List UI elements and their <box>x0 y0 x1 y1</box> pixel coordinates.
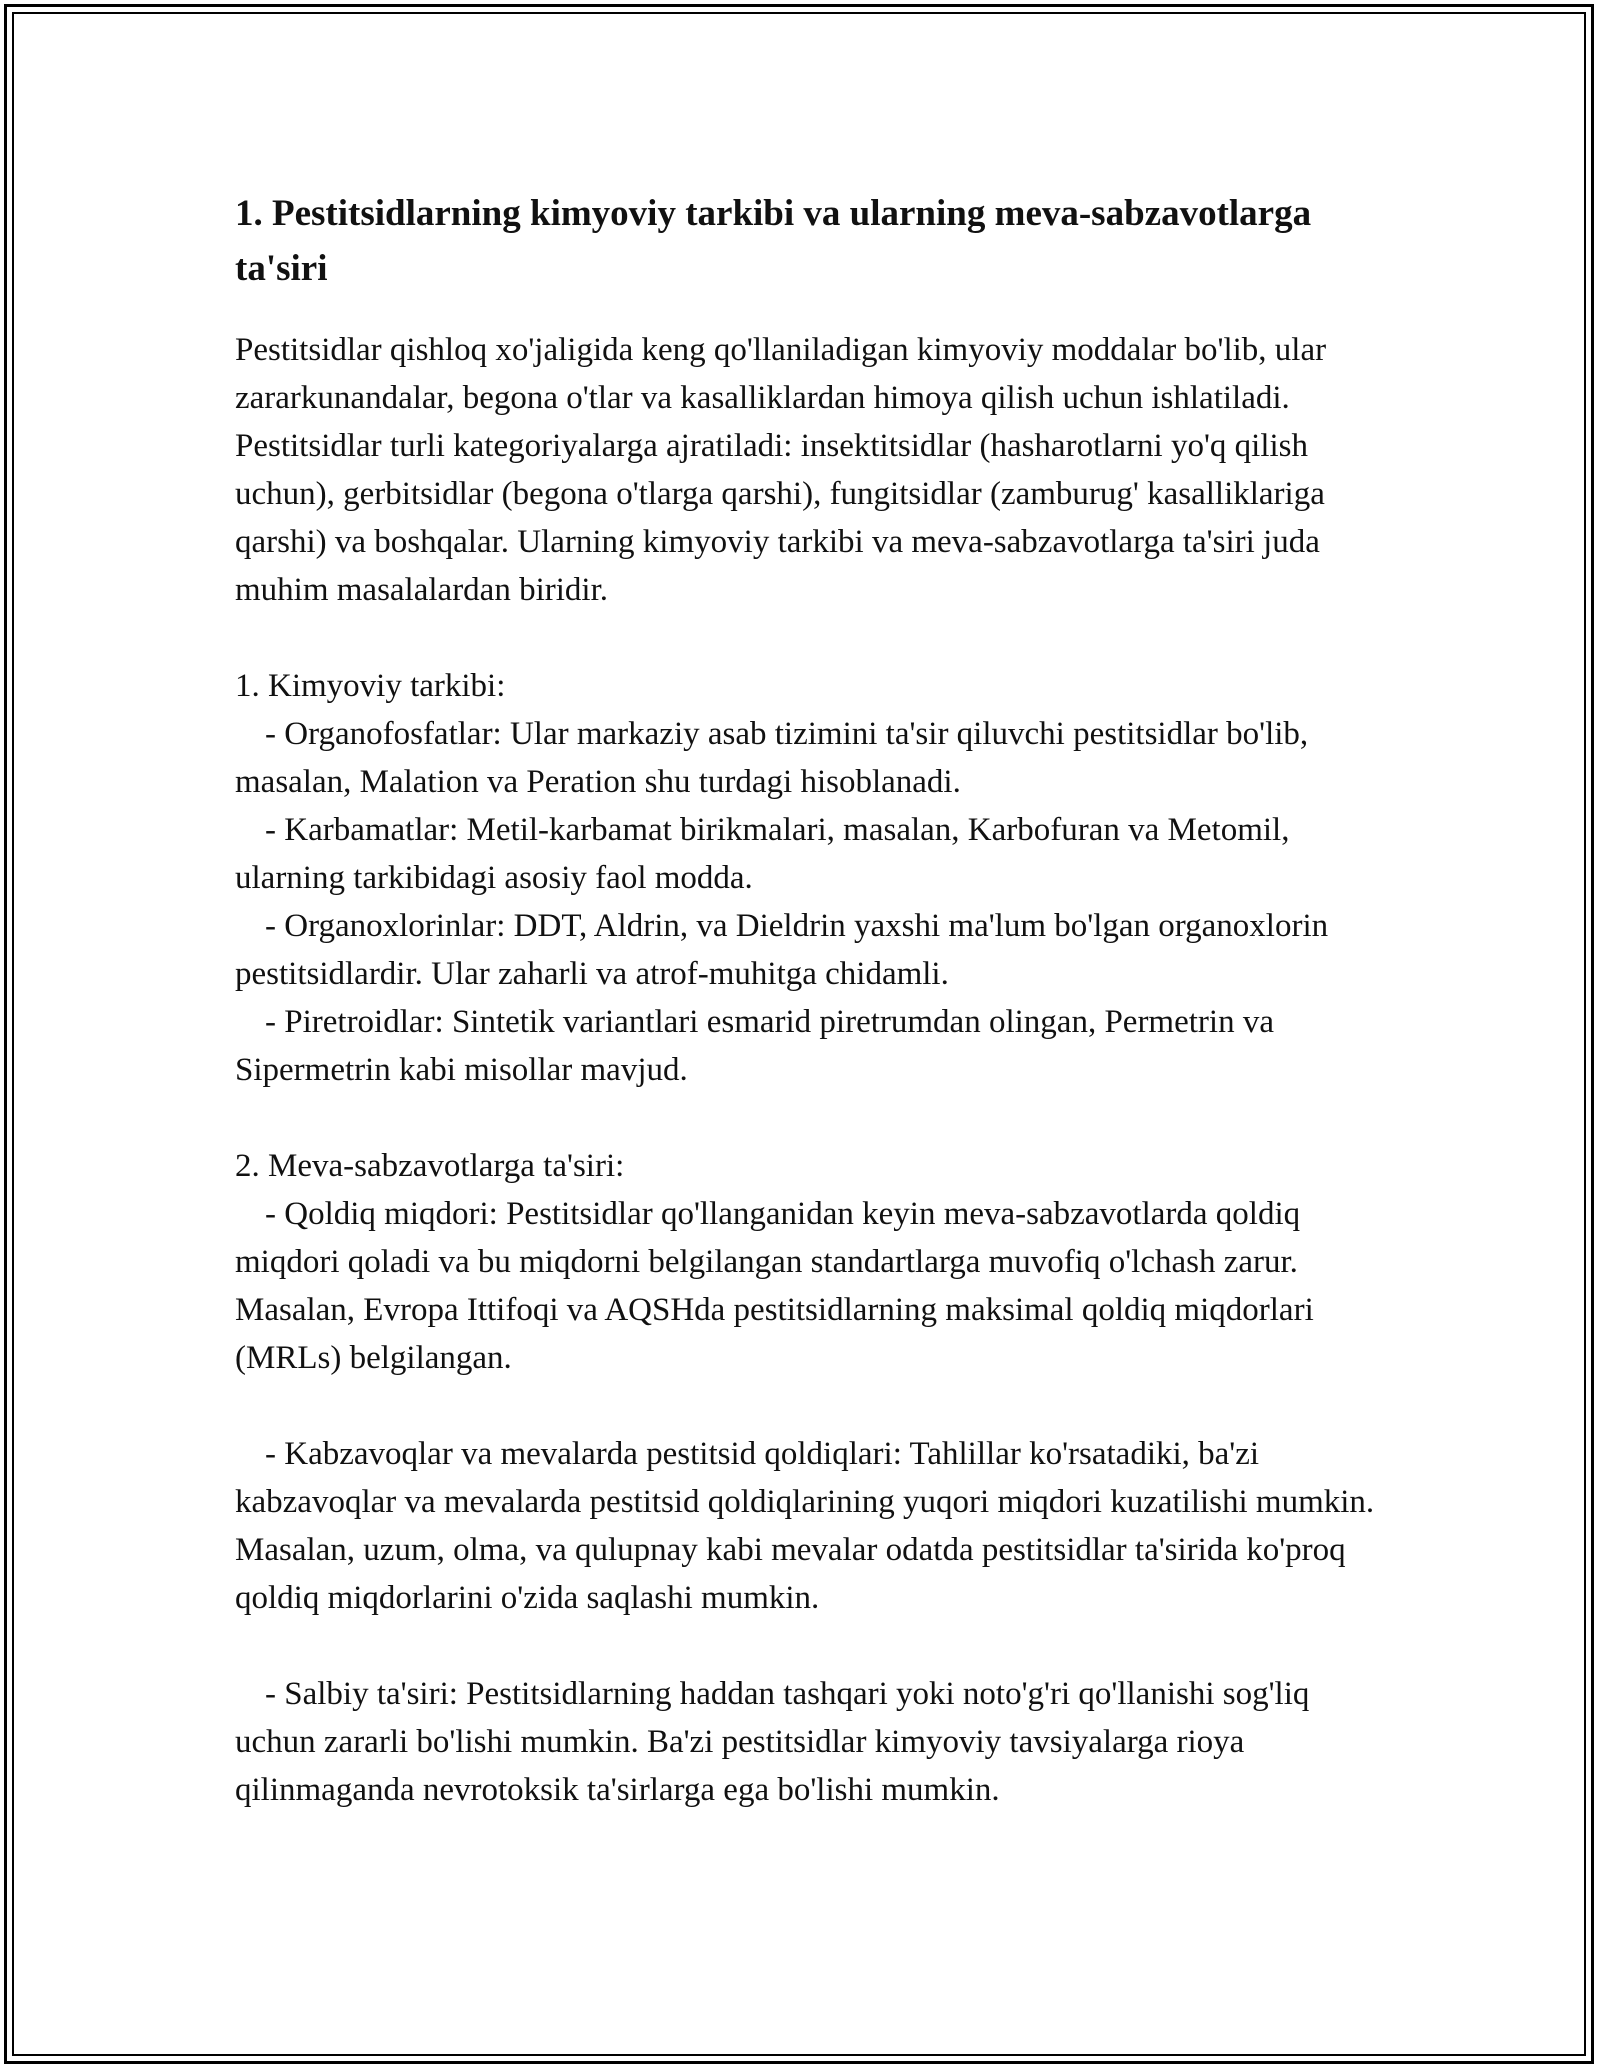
document-body <box>235 186 1375 1814</box>
intro-paragraph: Pestitsidlar qishloq xo'jaligida keng qo'llaniladigan kimyoviy moddalar bo'lib, ular zararkunandalar, begona o'tlar va kasalliklardan himoya qilish uchun ishlatiladi. Pestitsidlar turli kategoriyalarga ajratiladi: insektitsidlar (hasharotlarni yo'q qilish uchun), gerbitsidlar (begona o'tlarga qarshi), fungitsidlar (zamburug' kasalliklariga qarshi) va boshqalar. Ularning kimyoviy tarkibi va meva-sabzavotlarga ta'siri juda muhim masalalardan biridir. <box>235 332 1327 608</box>
spacer <box>235 1382 1375 1430</box>
section-1-item <box>235 710 1375 806</box>
section-1-item-text: - Karbamatlar: Metil-karbamat birikmalari, masalan, Karbofuran va Metomil, ularning tarkibidagi asosiy faol modda. <box>235 812 1290 896</box>
section-2-item <box>235 1430 1375 1622</box>
section-1-item-text: - Organoxlorinlar: DDT, Aldrin, va Dieldrin yaxshi ma'lum bo'lgan organoxlorin pestitsidlardir. Ular zaharli va atrof-muhitga chidamli. <box>235 908 1329 992</box>
section-1-item-text: - Organofosfatlar: Ular markaziy asab tizimini ta'sir qiluvchi pestitsidlar bo'lib, masalan, Malation va Peration shu turdagi hisoblanadi. <box>235 716 1309 800</box>
section-2-item-text: - Qoldiq miqdori: Pestitsidlar qo'llanganidan keyin meva-sabzavotlarda qoldiq miqdori qoladi va bu miqdorni belgilangan standartlarga muvofiq o'lchash zarur. Masalan, Evropa Ittifoqi va AQSHda pestitsidlarning maksimal qoldiq miqdorlari (MRLs) belgilangan. <box>235 1196 1314 1376</box>
section-2-item <box>235 1190 1375 1382</box>
section-1-item <box>235 902 1375 998</box>
document-heading: 1. Pestitsidlarning kimyoviy tarkibi va ularning meva-sabzavotlarga ta'siri <box>235 193 1312 289</box>
section-1-item <box>235 806 1375 902</box>
section-2-item-text: - Salbiy ta'siri: Pestitsidlarning haddan tashqari yoki noto'g'ri qo'llanishi sog'liq uchun zararli bo'lishi mumkin. Ba'zi pestitsidlar kimyoviy tavsiyalarga rioya qilinmaganda nevrotoksik ta'sirlarga ega bo'lishi mumkin. <box>235 1676 1310 1808</box>
section-2-item-text: - Kabzavoqlar va mevalarda pestitsid qoldiqlari: Tahlillar ko'rsatadiki, ba'zi kabzavoqlar va mevalarda pestitsid qoldiqlarining yuqori miqdori kuzatilishi mumkin. Masalan, uzum, olma, va qulupnay kabi mevalar odatda pestitsidlar ta'sirida ko'proq qoldiq miqdorlarini o'zida saqlashi mumkin. <box>235 1436 1375 1616</box>
section-1-title: 1. Kimyoviy tarkibi: <box>235 668 506 704</box>
section-1-item <box>235 998 1375 1094</box>
section-1-item-text: - Piretroidlar: Sintetik variantlari esmarid piretrumdan olingan, Permetrin va Sipermetrin kabi misollar mavjud. <box>235 1004 1274 1088</box>
section-2-item <box>235 1670 1375 1814</box>
spacer <box>235 1622 1375 1670</box>
spacer <box>235 1094 1375 1142</box>
section-2-title: 2. Meva-sabzavotlarga ta'siri: <box>235 1148 625 1184</box>
spacer <box>235 614 1375 662</box>
